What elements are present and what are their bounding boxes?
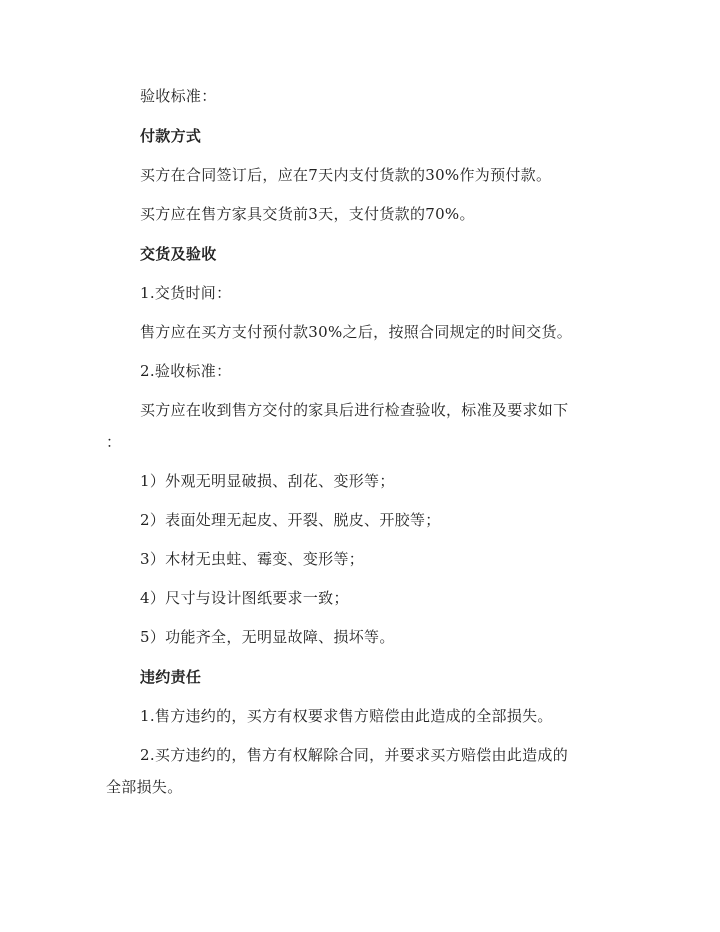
criteria-item-2: 2）表面处理无起皮、开裂、脱皮、开胶等； [140, 511, 441, 529]
breach-paragraph-1: 1.售方违约的，买方有权要求售方赔偿由此造成的全部损失。 [140, 707, 553, 725]
acceptance-text-line-1: 买方应在收到售方交付的家具后进行检查验收，标准及要求如下 [140, 401, 569, 419]
delivery-time-label: 1.交货时间： [140, 284, 232, 302]
heading-breach-liability: 违约责任 [140, 668, 202, 686]
payment-paragraph-1: 买方在合同签订后，应在7天内支付货款的30%作为预付款。 [140, 166, 552, 184]
heading-payment-method: 付款方式 [140, 127, 202, 145]
heading-delivery-acceptance: 交货及验收 [140, 245, 217, 263]
breach-paragraph-2-line-1: 2.买方违约的，售方有权解除合同，并要求买方赔偿由此造成的 [140, 746, 569, 764]
acceptance-standard-label: 2.验收标准： [140, 362, 232, 380]
criteria-item-1: 1）外观无明显破损、刮花、变形等； [140, 472, 395, 490]
breach-paragraph-2-line-2: 全部损失。 [106, 778, 183, 796]
criteria-item-4: 4）尺寸与设计图纸要求一致； [140, 589, 349, 607]
criteria-item-5: 5）功能齐全，无明显故障、损坏等。 [140, 628, 395, 646]
delivery-time-text: 售方应在买方支付预付款30%之后，按照合同规定的时间交货。 [140, 323, 573, 341]
criteria-item-3: 3）木材无虫蛀、霉变、变形等； [140, 550, 365, 568]
acceptance-standard-label-top: 验收标准： [140, 87, 217, 105]
payment-paragraph-2: 买方应在售方家具交货前3天，支付货款的70%。 [140, 205, 475, 223]
acceptance-text-line-2: ： [106, 433, 122, 451]
